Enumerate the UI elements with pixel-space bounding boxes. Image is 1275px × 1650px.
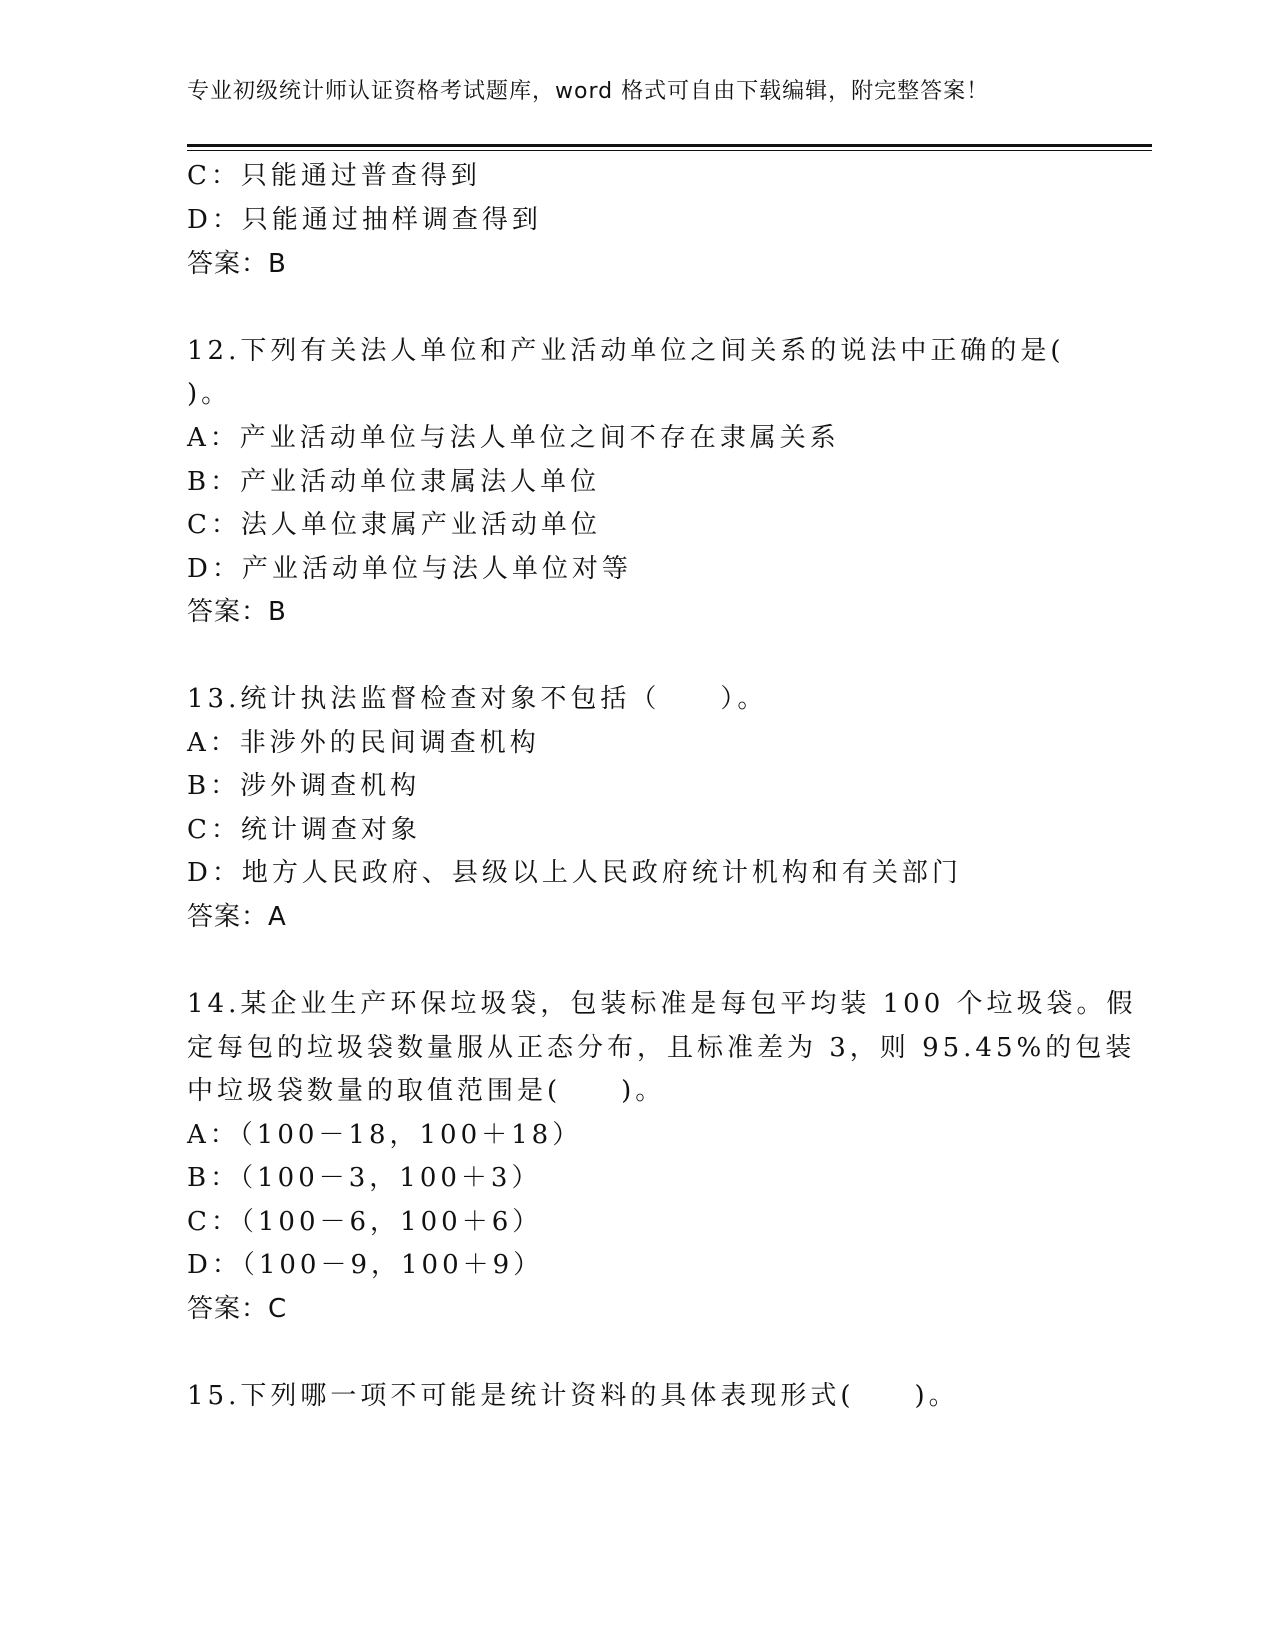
q12-answer: 答案：B xyxy=(187,597,287,627)
q12-stem-line1: 12.下列有关法人单位和产业活动单位之间关系的说法中正确的是( xyxy=(187,336,1065,366)
header-rule-thick xyxy=(187,144,1152,147)
q11-option-d: D：只能通过抽样调查得到 xyxy=(187,205,542,235)
page-header: 专业初级统计师认证资格考试题库，word 格式可自由下载编辑，附完整答案！ xyxy=(187,79,990,104)
q13-option-b: B：涉外调查机构 xyxy=(187,771,421,801)
q14-stem-line2: 定每包的垃圾袋数量服从正态分布，且标准差为 3，则 95.45%的包装 xyxy=(187,1033,1136,1063)
q14-stem-line1: 14.某企业生产环保垃圾袋，包装标准是每包平均装 100 个垃圾袋。假 xyxy=(187,989,1137,1019)
q12-option-d: D：产业活动单位与法人单位对等 xyxy=(187,554,632,584)
q11-answer: 答案：B xyxy=(187,249,287,279)
q14-option-b: B：（100－3，100＋3） xyxy=(187,1163,542,1193)
q12-stem-line2: )。 xyxy=(187,379,232,409)
q13-option-c: C：统计调查对象 xyxy=(187,815,421,845)
q14-option-a: A：（100－18，100＋18） xyxy=(187,1120,583,1150)
q13-option-d: D：地方人民政府、县级以上人民政府统计机构和有关部门 xyxy=(187,858,962,888)
q14-answer: 答案：C xyxy=(187,1294,288,1324)
q13-answer: 答案：A xyxy=(187,902,287,932)
q13-stem: 13.统计执法监督检查对象不包括（ ）。 xyxy=(187,684,768,714)
q11-option-c: C：只能通过普查得到 xyxy=(187,161,481,191)
q15-stem: 15.下列哪一项不可能是统计资料的具体表现形式( )。 xyxy=(187,1381,959,1411)
q14-option-d: D：（100－9，100＋9） xyxy=(187,1250,544,1280)
header-rule-thin xyxy=(187,150,1152,151)
q14-stem-line3: 中垃圾袋数量的取值范围是( )。 xyxy=(187,1076,666,1106)
q14-option-c: C：（100－6，100＋6） xyxy=(187,1207,543,1237)
q12-option-a: A：产业活动单位与法人单位之间不存在隶属关系 xyxy=(187,423,840,453)
q12-option-b: B：产业活动单位隶属法人单位 xyxy=(187,467,601,497)
q13-option-a: A：非涉外的民间调查机构 xyxy=(187,728,540,758)
q12-option-c: C：法人单位隶属产业活动单位 xyxy=(187,510,601,540)
